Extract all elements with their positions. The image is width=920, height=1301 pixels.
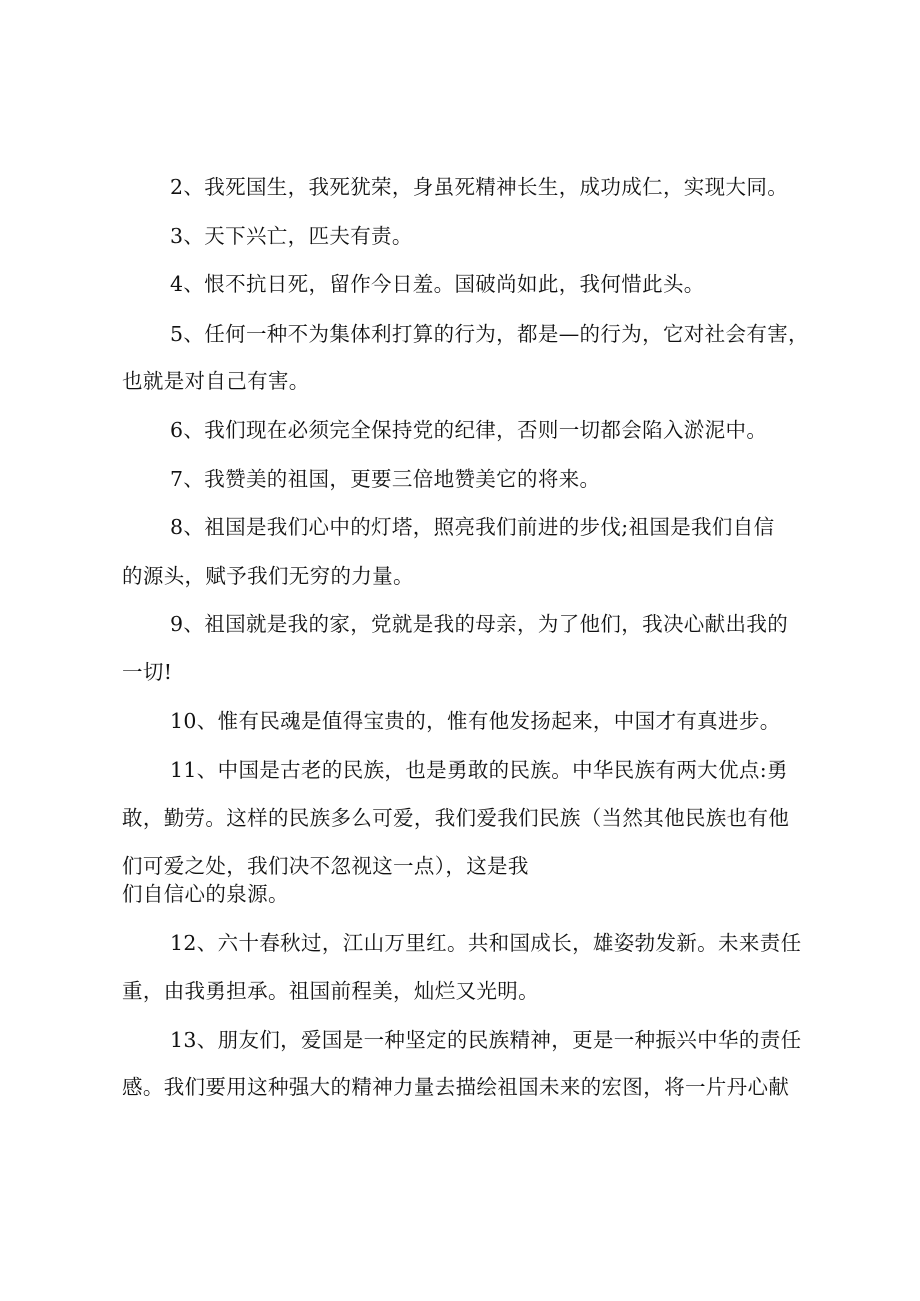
quote-2-line-1: 2、我死国生，我死犹荣，身虽死精神长生，成功成仁，实现大同。 [170, 175, 789, 199]
quote-13-line-2: 感。我们要用这种强大的精神力量去描绘祖国未来的宏图，将一片丹心献 [122, 1075, 790, 1099]
quote-7-line-1: 7、我赞美的祖国，更要三倍地赞美它的将来。 [170, 467, 601, 491]
quote-10-line-1: 10、惟有民魂是值得宝贵的，惟有他发扬起来，中国才有真进步。 [170, 709, 781, 733]
quote-11-line-3: 们可爱之处，我们决不忽视这一点），这是我 [122, 854, 529, 878]
quote-4-line-1: 4、恨不抗日死，留作今日羞。国破尚如此，我何惜此头。 [170, 272, 705, 296]
quote-5-line-2: 也就是对自己有害。 [122, 369, 310, 393]
quote-13-line-1: 13、朋友们，爱国是一种坚定的民族精神，更是一种振兴中华的责任 [170, 1028, 802, 1052]
quote-5-line-1: 5、任何一种不为集体利打算的行为，都是—的行为，它对社会有害， [170, 322, 809, 346]
quote-12-line-1: 12、六十春秋过，江山万里红。共和国成长，雄姿勃发新。未来责任 [170, 931, 802, 955]
quote-3-line-1: 3、天下兴亡，匹夫有责。 [170, 224, 413, 248]
quote-6-line-1: 6、我们现在必须完全保持党的纪律，否则一切都会陷入淤泥中。 [170, 418, 768, 442]
quote-9-line-1: 9、祖国就是我的家，党就是我的母亲，为了他们，我决心献出我的 [170, 612, 789, 636]
quote-8-line-2: 的源头，赋予我们无穷的力量。 [122, 564, 414, 588]
quote-8-line-1: 8、祖国是我们心中的灯塔，照亮我们前进的步伐;祖国是我们自信 [170, 515, 775, 539]
quote-11-line-2: 敢，勤劳。这样的民族多么可爱，我们爱我们民族（当然其他民族也有他 [122, 806, 790, 830]
quote-11-line-4: 们自信心的泉源。 [122, 882, 289, 906]
quote-9-line-2: 一切! [122, 660, 173, 684]
quote-12-line-2: 重，由我勇担承。祖国前程美，灿烂又光明。 [122, 979, 539, 1003]
quote-11-line-1: 11、中国是古老的民族，也是勇敢的民族。中华民族有两大优点:勇 [170, 758, 788, 782]
